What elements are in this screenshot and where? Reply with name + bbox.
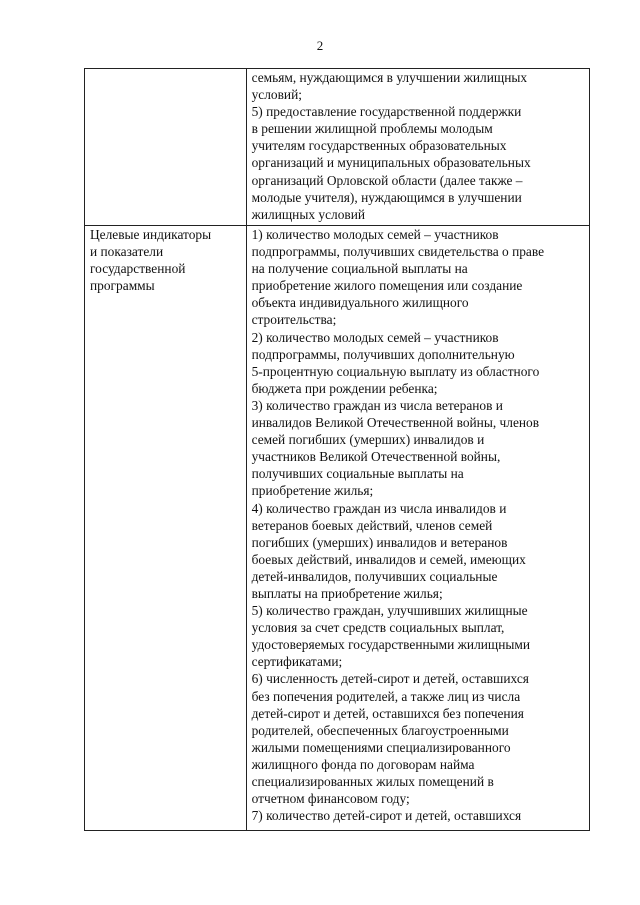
content-line: молодые учителя), нуждающимся в улучшении (251, 189, 522, 205)
content-line: детей-сирот и детей, оставшихся без попечения (251, 705, 524, 721)
content-line: ветеранов боевых действий, членов семей (251, 517, 493, 533)
content-line: удостоверяемых государственными жилищными (251, 637, 531, 653)
label-line: Целевые индикаторы (90, 227, 212, 242)
content-line: жилыми помещениями специализированного (251, 739, 511, 755)
content-line: бюджета при рождении ребенка; (251, 380, 438, 396)
content-line: в решении жилищной проблемы молодым (251, 121, 493, 137)
row-content-cell (246, 226, 589, 831)
table-row (85, 69, 590, 226)
content-line: объекта индивидуального жилищного (251, 295, 469, 311)
content-line: детей-инвалидов, получивших социальные (251, 568, 498, 584)
page-number: 2 (316, 38, 324, 53)
content-line: приобретение жилья; (251, 483, 374, 499)
content-line: 5) предоставление государственной поддержки (251, 104, 522, 120)
content-line: 2) количество молодых семей – участников (251, 329, 499, 345)
content-line: выплаты на приобретение жилья; (251, 585, 443, 601)
content-line: организаций и муниципальных образовательных (251, 155, 531, 171)
content-line: подпрограммы, получивших дополнительную (251, 346, 515, 362)
table-row (85, 226, 590, 831)
content-line: без попечения родителей, а также лиц из числа (251, 688, 521, 704)
content-line: родителей, обеспеченных благоустроенными (251, 722, 509, 738)
content-line: семьям, нуждающимся в улучшении жилищных (251, 70, 528, 85)
label-line: и показатели (90, 244, 164, 260)
row-label-cell (85, 226, 247, 831)
row-label-cell (85, 69, 247, 226)
content-line: организаций Орловской области (далее также – (251, 172, 523, 188)
content-line: погибших (умерших) инвалидов и ветеранов (251, 534, 508, 550)
content-line: подпрограммы, получивших свидетельства о праве (251, 244, 545, 260)
row-content-cell (246, 69, 589, 226)
content-line: на получение социальной выплаты на (251, 261, 468, 277)
content-line: инвалидов Великой Отечественной войны, членов (251, 415, 540, 431)
content-line: сертификатами; (251, 654, 343, 670)
program-table (84, 68, 590, 831)
label-line: государственной (90, 261, 186, 277)
content-line: жилищного фонда по договорам найма (251, 756, 475, 772)
content-line: строительства; (251, 312, 337, 328)
label-line: программы (90, 278, 155, 294)
content-line: приобретение жилого помещения или создание (251, 278, 523, 294)
content-line: условий; (251, 87, 302, 103)
content-line: жилищных условий (251, 206, 366, 222)
content-line: получивших социальные выплаты на (251, 466, 464, 482)
content-line: учителям государственных образовательных (251, 138, 507, 154)
content-line: 1) количество молодых семей – участников (251, 227, 499, 242)
content-line: условия за счет средств социальных выплат, (251, 620, 505, 636)
content-line: участников Великой Отечественной войны, (251, 449, 501, 465)
content-line: 5-процентную социальную выплату из областного (251, 363, 540, 379)
content-line: 5) количество граждан, улучшивших жилищные (251, 603, 528, 619)
content-line: 7) количество детей-сирот и детей, оставшихся (251, 808, 522, 824)
content-line: семей погибших (умерших) инвалидов и (251, 432, 485, 448)
content-line: отчетном финансовом году; (251, 791, 410, 807)
content-line: специализированных жилых помещений в (251, 774, 494, 789)
content-line: 4) количество граждан из числа инвалидов и (251, 500, 507, 516)
content-line: 3) количество граждан из числа ветеранов и (251, 397, 503, 413)
content-line: 6) численность детей-сирот и детей, оставшихся (251, 671, 529, 687)
content-line: боевых действий, инвалидов и семей, имеющих (251, 551, 526, 567)
